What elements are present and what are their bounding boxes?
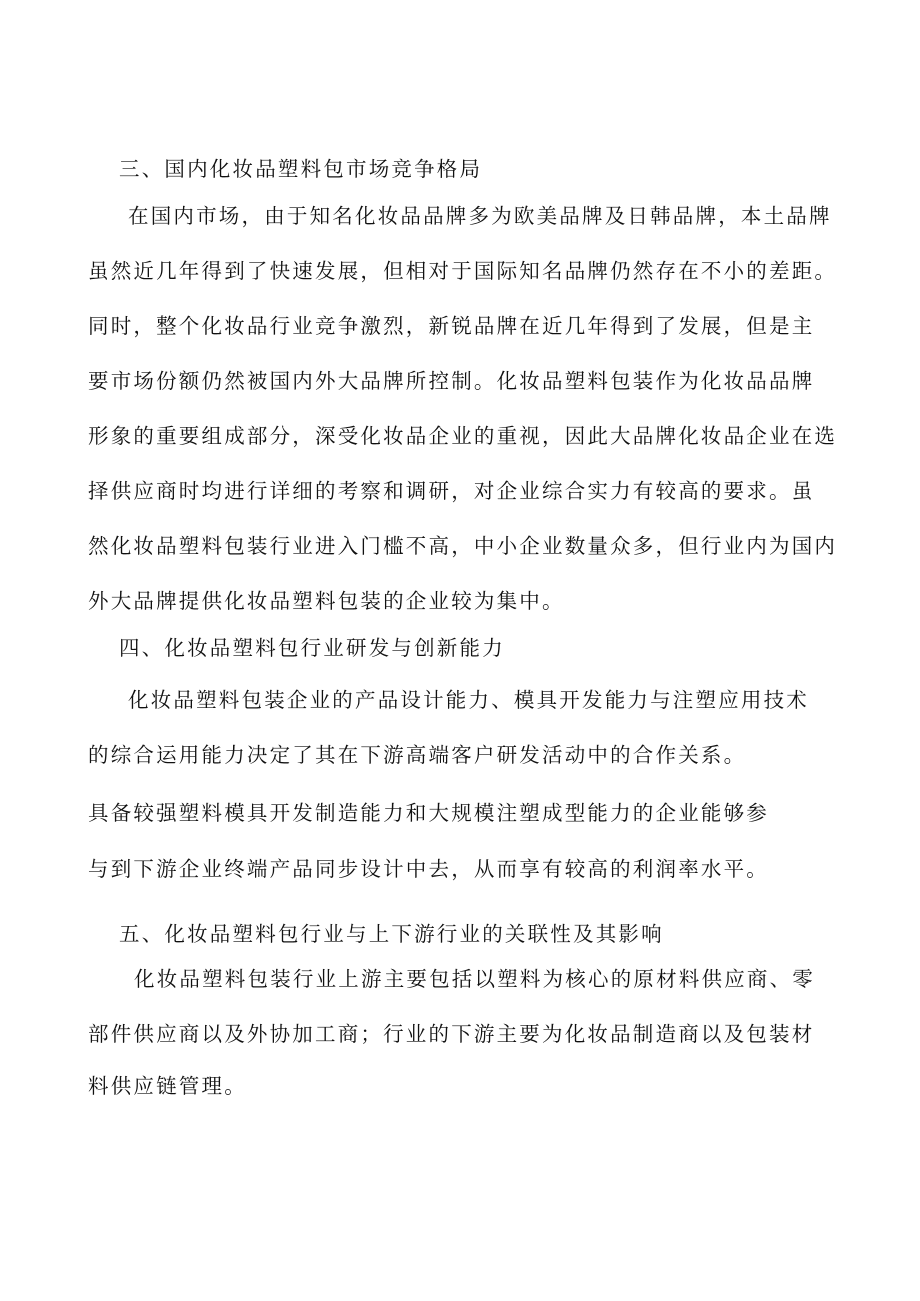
section-heading-5: 五、化妆品塑料包行业与上下游行业的关联性及其影响	[119, 922, 664, 946]
paragraph-line: 的综合运用能力决定了其在下游高端客户研发活动中的合作关系。	[88, 743, 747, 767]
paragraph-line: 要市场份额仍然被国内外大品牌所控制。化妆品塑料包装作为化妆品品牌	[88, 369, 815, 393]
paragraph-line: 部件供应商以及外协加工商；行业的下游主要为化妆品制造商以及包装材	[88, 1022, 815, 1046]
paragraph-line: 同时，整个化妆品行业竞争激烈，新锐品牌在近几年得到了发展，但是主	[88, 314, 815, 338]
paragraph-line: 虽然近几年得到了快速发展，但相对于国际知名品牌仍然存在不小的差距。	[88, 259, 838, 283]
paragraph-line: 形象的重要组成部分，深受化妆品企业的重视，因此大品牌化妆品企业在选	[88, 424, 838, 448]
paragraph-line: 具备较强塑料模具开发制造能力和大规模注塑成型能力的企业能够参	[88, 801, 769, 825]
section-heading-4: 四、化妆品塑料包行业研发与创新能力	[119, 636, 505, 660]
paragraph-line: 择供应商时均进行详细的考察和调研，对企业综合实力有较高的要求。虽	[88, 479, 815, 503]
paragraph-line: 化妆品塑料包装企业的产品设计能力、模具开发能力与注塑应用技术	[128, 688, 809, 712]
paragraph-line: 化妆品塑料包装行业上游主要包括以塑料为核心的原材料供应商、零	[134, 967, 815, 991]
section-heading-3: 三、国内化妆品塑料包市场竞争格局	[119, 157, 483, 181]
paragraph-line: 然化妆品塑料包装行业进入门槛不高，中小企业数量众多，但行业内为国内	[88, 534, 838, 558]
paragraph-line: 在国内市场，由于知名化妆品品牌多为欧美品牌及日韩品牌，本土品牌	[128, 204, 832, 228]
paragraph-line: 料供应链管理。	[88, 1074, 247, 1098]
paragraph-line: 与到下游企业终端产品同步设计中去，从而享有较高的利润率水平。	[88, 857, 769, 881]
paragraph-line: 外大品牌提供化妆品塑料包装的企业较为集中。	[88, 589, 565, 613]
